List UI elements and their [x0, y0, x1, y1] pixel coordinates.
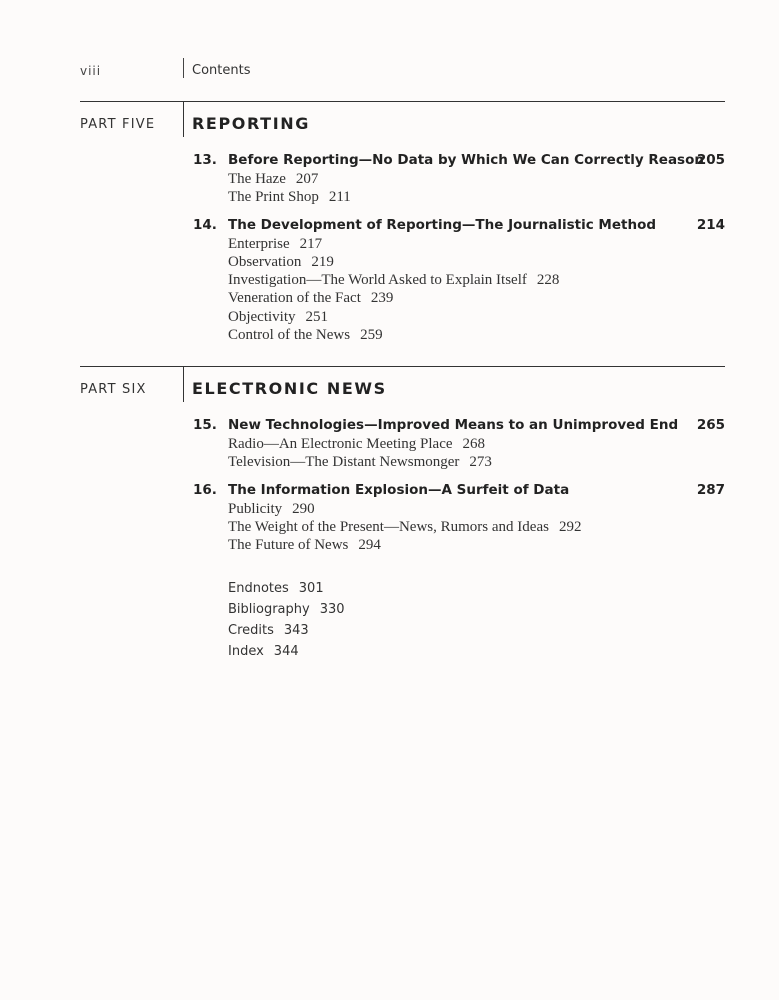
- back-matter-title: Endnotes: [228, 581, 289, 596]
- section-title: Veneration of the Fact: [228, 290, 361, 307]
- section-page: 239: [370, 290, 394, 307]
- chapter-number: 16.: [193, 481, 217, 498]
- back-matter-page: 344: [273, 644, 299, 659]
- section-title: Publicity: [228, 500, 283, 517]
- section-page: 207: [295, 171, 319, 187]
- section-page: 273: [469, 454, 492, 471]
- section-entry[interactable]: [228, 271, 725, 289]
- part-divider: [183, 366, 184, 402]
- part-title: REPORTING: [192, 114, 310, 133]
- chapter-title: Before Reporting—No Data by Which We Can Correctly Reason: [228, 152, 704, 168]
- part-label: PART SIX: [80, 382, 147, 397]
- chapter-14[interactable]: [193, 215, 725, 345]
- section-page: 259: [360, 327, 383, 344]
- section-entry[interactable]: [228, 453, 725, 471]
- section-entry[interactable]: [228, 235, 725, 253]
- chapter-number: 15.: [193, 417, 217, 433]
- chapter-title: The Development of Reporting—The Journalistic Method: [228, 216, 657, 233]
- section-title: The Weight of the Present—News, Rumors and Ideas: [228, 518, 549, 535]
- section-entry[interactable]: [228, 253, 725, 271]
- section-page: 290: [292, 500, 315, 517]
- section-page: 292: [558, 518, 582, 535]
- back-matter-title: Bibliography: [228, 602, 310, 617]
- back-matter-endnotes[interactable]: [228, 578, 345, 599]
- running-head-divider: [183, 58, 184, 78]
- section-page: 251: [305, 308, 328, 325]
- section-title: Television—The Distant Newsmonger: [228, 454, 460, 471]
- chapter-list: [193, 415, 725, 562]
- chapter-page: 287: [696, 481, 725, 498]
- section-title: The Haze: [228, 171, 286, 187]
- section-entry[interactable]: [228, 518, 725, 536]
- section-entry[interactable]: [228, 188, 725, 206]
- chapter-list: [193, 150, 725, 352]
- back-matter-page: 330: [319, 602, 345, 617]
- section-title: Objectivity: [228, 308, 296, 325]
- back-matter-page: 301: [298, 581, 324, 596]
- section-title: Control of the News: [228, 327, 351, 344]
- section-entry[interactable]: [228, 435, 725, 453]
- section-entry[interactable]: [228, 536, 725, 554]
- section-entry[interactable]: [228, 326, 725, 344]
- chapter-number: 13.: [193, 152, 217, 168]
- part-rule: [80, 101, 725, 102]
- section-entry[interactable]: [228, 308, 725, 326]
- chapter-title: New Technologies—Improved Means to an Unimproved End: [228, 417, 679, 433]
- back-matter-list: [228, 578, 345, 662]
- back-matter-title: Credits: [228, 623, 274, 638]
- page-folio: viii: [80, 64, 102, 78]
- part-rule: [80, 366, 725, 367]
- section-entry[interactable]: [228, 500, 725, 518]
- section-title: Radio—An Electronic Meeting Place: [228, 436, 453, 452]
- chapter-number: 14.: [193, 216, 217, 233]
- section-page: 294: [358, 537, 381, 554]
- section-title: The Future of News: [228, 537, 349, 554]
- back-matter-title: Index: [228, 644, 264, 659]
- section-page: 219: [311, 253, 334, 270]
- part-label: PART FIVE: [80, 117, 156, 132]
- chapter-16[interactable]: [193, 480, 725, 555]
- section-entry[interactable]: [228, 170, 725, 188]
- part-divider: [183, 101, 184, 137]
- back-matter-credits[interactable]: [228, 620, 345, 641]
- section-page: 268: [462, 436, 486, 452]
- section-title: The Print Shop: [228, 189, 319, 206]
- section-page: 228: [536, 272, 560, 289]
- part-title: ELECTRONIC NEWS: [192, 379, 387, 398]
- back-matter-page: 343: [283, 623, 309, 638]
- chapter-page: 214: [696, 216, 725, 233]
- chapter-15[interactable]: [193, 415, 725, 472]
- chapter-13[interactable]: [193, 150, 725, 207]
- running-head: [80, 62, 725, 82]
- chapter-title: The Information Explosion—A Surfeit of Data: [228, 481, 570, 498]
- back-matter-index[interactable]: [228, 641, 345, 662]
- running-head-title: Contents: [192, 63, 251, 78]
- section-page: 217: [299, 235, 323, 252]
- section-page: 211: [328, 189, 351, 206]
- section-title: Observation: [228, 253, 302, 270]
- section-title: Investigation—The World Asked to Explain Itself: [228, 272, 527, 289]
- chapter-page: 265: [696, 417, 725, 433]
- section-entry[interactable]: [228, 289, 725, 307]
- chapter-page: 205: [696, 152, 725, 168]
- back-matter-bibliography[interactable]: [228, 599, 345, 620]
- section-title: Enterprise: [228, 235, 290, 252]
